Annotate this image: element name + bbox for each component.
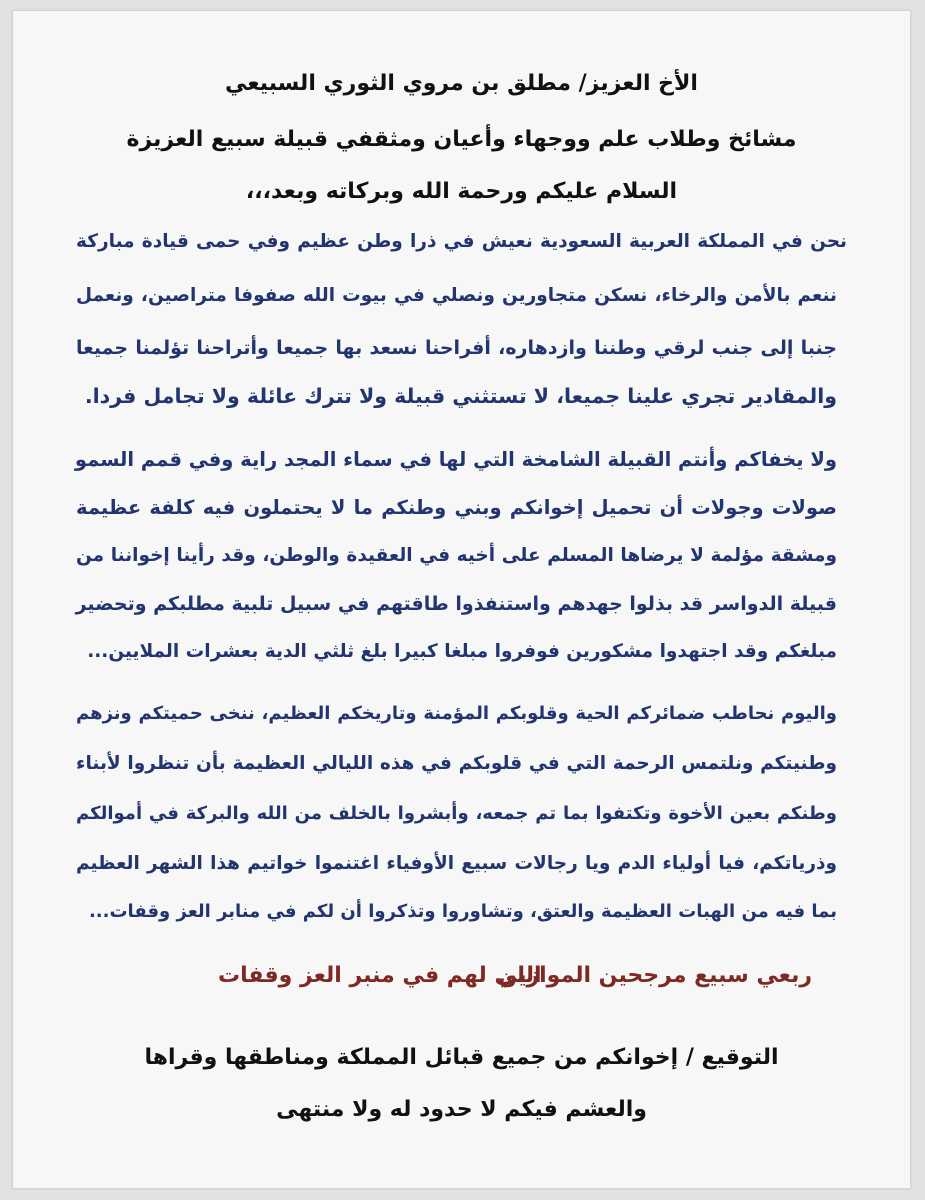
paragraph-line: ومشقة مؤلمة لا يرضاها المسلم على أخيه في العقيدة والوطن، وقد رأينا إخواننا من <box>76 545 837 566</box>
paragraph-line: وذرياتكم، فيا أولياء الدم ويا رجالات سبيع الأوفياء اغتنموا خواتيم هذا الشهر العظيم <box>76 853 837 874</box>
paragraph-line: نحن في المملكة العربية السعودية نعيش في ذرا وطن عظيم وفي حمى قيادة مباركة <box>76 231 847 252</box>
addressee-line: الأخ العزيز/ مطلق بن مروي الثوري السبيعي <box>225 71 698 96</box>
paragraph-line: ولا يخفاكم وأنتم القبيلة الشامخة التي لها في سماء المجد راية وفي قمم السمو <box>74 448 837 471</box>
poem-left-hemistich: اللي لهم في منبر العز وقفات <box>218 963 542 988</box>
paragraph-line: جنبا إلى جنب لرقي وطننا وازدهاره، أفراحنا نسعد بها جميعا وأتراحنا تؤلمنا جميعا <box>76 337 837 359</box>
closing-line: والعشم فيكم لا حدود له ولا منتهى <box>276 1097 647 1122</box>
paragraph-line: والمقادير تجري علينا جميعا، لا تستثني قبيلة ولا تترك عائلة ولا تجامل فردا. <box>84 384 837 408</box>
paragraph-line: بما فيه من الهبات العظيمة والعتق، وتشاوروا وتذكروا أن لكم في منابر العز وقفات... <box>88 901 837 922</box>
paragraph-line: وطنيتكم ونلتمس الرحمة التي في قلوبكم في هذه الليالي العظيمة بأن تنظروا لأبناء <box>76 753 837 774</box>
paragraph-line: واليوم نحاطب ضمائركم الحية وقلوبكم المؤمنة وتاريخكم العظيم، ننخى حميتكم ونزهم <box>76 703 837 724</box>
paragraph-line: صولات وجولات أن تحميل إخوانكم وبني وطنكم ما لا يحتملون فيه كلفة عظيمة <box>76 496 837 519</box>
paragraph-line: قبيلة الدواسر قد بذلوا جهدهم واستنفذوا طاقتهم في سبيل تلبية مطلبكم وتحضير <box>75 593 837 615</box>
poem-right-hemistich: ربعي سبيع مرجحين الموازين <box>498 963 812 988</box>
letter-page <box>12 10 911 1189</box>
greeting-line: السلام عليكم ورحمة الله وبركاته وبعد،،، <box>245 179 678 204</box>
paragraph-line: وطنكم بعين الأخوة وتكتفوا بما تم جمعه، وأبشروا بالخلف من الله والبركة في أموالكم <box>76 803 837 824</box>
paragraph-line: مبلغكم وقد اجتهدوا مشكورين فوفروا مبلغا كبيرا بلغ ثلثي الدية بعشرات الملايين... <box>87 641 837 662</box>
signature-line: التوقيع / إخوانكم من جميع قبائل المملكة ومناطقها وقراها <box>144 1045 779 1070</box>
paragraph-line: ننعم بالأمن والرخاء، نسكن متجاورين ونصلي في بيوت الله صفوفا متراصين، ونعمل <box>76 285 837 306</box>
audience-line: مشائخ وطلاب علم ووجهاء وأعيان ومثقفي قبيلة سبيع العزيزة <box>126 127 797 152</box>
